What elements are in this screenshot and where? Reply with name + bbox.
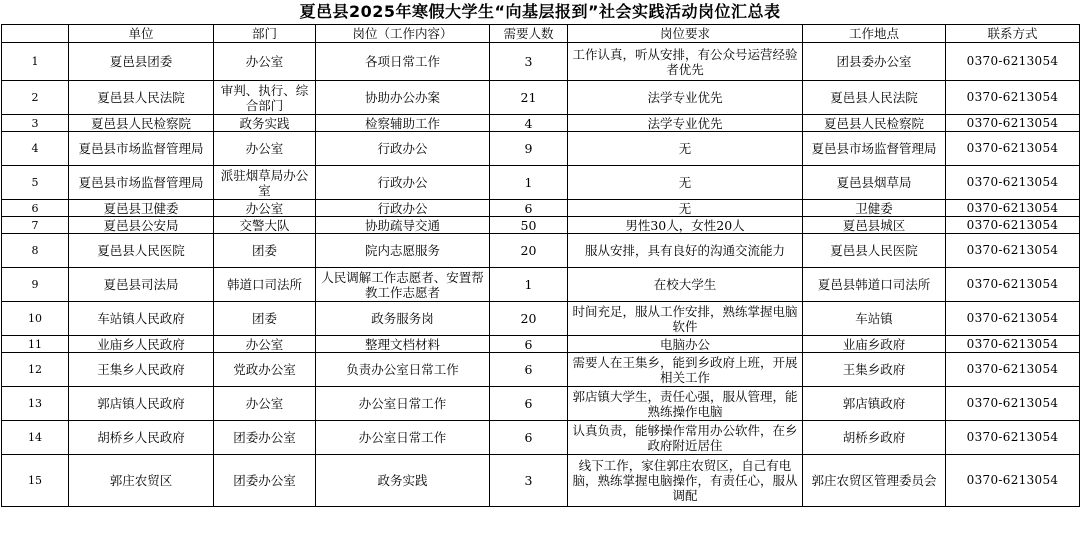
count-cell: 9 bbox=[490, 132, 568, 166]
requirements-cell: 无 bbox=[568, 166, 803, 200]
department-cell: 派驻烟草局办公室 bbox=[214, 166, 316, 200]
requirements-cell: 法学专业优先 bbox=[568, 115, 803, 132]
count-cell: 4 bbox=[490, 115, 568, 132]
department-cell: 团委 bbox=[214, 234, 316, 268]
post-cell: 负责办公室日常工作 bbox=[316, 353, 490, 387]
count-cell: 6 bbox=[490, 200, 568, 217]
row-index: 2 bbox=[2, 81, 69, 115]
table-row bbox=[2, 200, 1080, 217]
requirements-cell: 无 bbox=[568, 200, 803, 217]
requirements-cell: 电脑办公 bbox=[568, 336, 803, 353]
post-cell: 行政办公 bbox=[316, 200, 490, 217]
count-cell: 1 bbox=[490, 268, 568, 302]
location-cell: 业庙乡政府 bbox=[803, 336, 946, 353]
unit-cell: 夏邑县市场监督管理局 bbox=[69, 166, 214, 200]
count-cell: 6 bbox=[490, 336, 568, 353]
location-cell: 夏邑县市场监督管理局 bbox=[803, 132, 946, 166]
requirements-cell: 郭店镇大学生，责任心强，服从管理，能熟练操作电脑 bbox=[568, 387, 803, 421]
department-cell: 韩道口司法所 bbox=[214, 268, 316, 302]
table-row bbox=[2, 115, 1080, 132]
count-cell: 3 bbox=[490, 43, 568, 81]
unit-cell: 郭庄农贸区 bbox=[69, 455, 214, 507]
department-cell: 办公室 bbox=[214, 200, 316, 217]
unit-cell: 王集乡人民政府 bbox=[69, 353, 214, 387]
unit-cell: 郭店镇人民政府 bbox=[69, 387, 214, 421]
department-cell: 办公室 bbox=[214, 336, 316, 353]
header-index bbox=[2, 25, 69, 43]
count-cell: 20 bbox=[490, 234, 568, 268]
location-cell: 车站镇 bbox=[803, 302, 946, 336]
row-index: 4 bbox=[2, 132, 69, 166]
table-row bbox=[2, 43, 1080, 81]
header-unit: 单位 bbox=[69, 25, 214, 43]
requirements-cell: 男性30人，女性20人 bbox=[568, 217, 803, 234]
unit-cell: 夏邑县人民医院 bbox=[69, 234, 214, 268]
contact-cell: 0370-6213054 bbox=[946, 200, 1080, 217]
location-cell: 团县委办公室 bbox=[803, 43, 946, 81]
department-cell: 政务实践 bbox=[214, 115, 316, 132]
department-cell: 办公室 bbox=[214, 387, 316, 421]
count-cell: 21 bbox=[490, 81, 568, 115]
header-contact: 联系方式 bbox=[946, 25, 1080, 43]
contact-cell: 0370-6213054 bbox=[946, 81, 1080, 115]
post-cell: 协助办公办案 bbox=[316, 81, 490, 115]
post-cell: 整理文档材料 bbox=[316, 336, 490, 353]
requirements-cell: 服从安排，具有良好的沟通交流能力 bbox=[568, 234, 803, 268]
department-cell: 团委 bbox=[214, 302, 316, 336]
page-title: 夏邑县2025年寒假大学生“向基层报到”社会实践活动岗位汇总表 bbox=[299, 2, 781, 21]
count-cell: 6 bbox=[490, 387, 568, 421]
row-index: 8 bbox=[2, 234, 69, 268]
post-cell: 协助疏导交通 bbox=[316, 217, 490, 234]
row-index: 1 bbox=[2, 43, 69, 81]
count-cell: 6 bbox=[490, 353, 568, 387]
unit-cell: 业庙乡人民政府 bbox=[69, 336, 214, 353]
post-cell: 办公室日常工作 bbox=[316, 387, 490, 421]
count-cell: 3 bbox=[490, 455, 568, 507]
location-cell: 卫健委 bbox=[803, 200, 946, 217]
header-location: 工作地点 bbox=[803, 25, 946, 43]
requirements-cell: 时间充足，服从工作安排，熟练掌握电脑软件 bbox=[568, 302, 803, 336]
contact-cell: 0370-6213054 bbox=[946, 336, 1080, 353]
post-cell: 院内志愿服务 bbox=[316, 234, 490, 268]
row-index: 11 bbox=[2, 336, 69, 353]
unit-cell: 夏邑县人民检察院 bbox=[69, 115, 214, 132]
requirements-cell: 无 bbox=[568, 132, 803, 166]
location-cell: 夏邑县烟草局 bbox=[803, 166, 946, 200]
table-row bbox=[2, 387, 1080, 421]
unit-cell: 夏邑县人民法院 bbox=[69, 81, 214, 115]
row-index: 5 bbox=[2, 166, 69, 200]
contact-cell: 0370-6213054 bbox=[946, 217, 1080, 234]
department-cell: 团委办公室 bbox=[214, 455, 316, 507]
location-cell: 夏邑县韩道口司法所 bbox=[803, 268, 946, 302]
requirements-cell: 认真负责，能够操作常用办公软件，在乡政府附近居住 bbox=[568, 421, 803, 455]
post-cell: 各项日常工作 bbox=[316, 43, 490, 81]
contact-cell: 0370-6213054 bbox=[946, 387, 1080, 421]
contact-cell: 0370-6213054 bbox=[946, 43, 1080, 81]
unit-cell: 夏邑县卫健委 bbox=[69, 200, 214, 217]
unit-cell: 夏邑县司法局 bbox=[69, 268, 214, 302]
row-index: 13 bbox=[2, 387, 69, 421]
contact-cell: 0370-6213054 bbox=[946, 268, 1080, 302]
count-cell: 6 bbox=[490, 421, 568, 455]
contact-cell: 0370-6213054 bbox=[946, 302, 1080, 336]
location-cell: 郭庄农贸区管理委员会 bbox=[803, 455, 946, 507]
post-cell: 人民调解工作志愿者、安置帮教工作志愿者 bbox=[316, 268, 490, 302]
table-row bbox=[2, 421, 1080, 455]
post-cell: 行政办公 bbox=[316, 132, 490, 166]
contact-cell: 0370-6213054 bbox=[946, 234, 1080, 268]
contact-cell: 0370-6213054 bbox=[946, 353, 1080, 387]
contact-cell: 0370-6213054 bbox=[946, 455, 1080, 507]
row-index: 7 bbox=[2, 217, 69, 234]
table-row bbox=[2, 81, 1080, 115]
location-cell: 夏邑县人民检察院 bbox=[803, 115, 946, 132]
table-row bbox=[2, 166, 1080, 200]
table-body bbox=[2, 43, 1080, 507]
table-row bbox=[2, 132, 1080, 166]
table-row bbox=[2, 302, 1080, 336]
post-cell: 政务服务岗 bbox=[316, 302, 490, 336]
department-cell: 党政办公室 bbox=[214, 353, 316, 387]
table-row bbox=[2, 455, 1080, 507]
header-row bbox=[2, 25, 1080, 43]
header-requirements: 岗位要求 bbox=[568, 25, 803, 43]
contact-cell: 0370-6213054 bbox=[946, 132, 1080, 166]
row-index: 9 bbox=[2, 268, 69, 302]
unit-cell: 车站镇人民政府 bbox=[69, 302, 214, 336]
unit-cell: 夏邑县公安局 bbox=[69, 217, 214, 234]
table-row bbox=[2, 336, 1080, 353]
requirements-cell: 需要人在王集乡，能到乡政府上班，开展相关工作 bbox=[568, 353, 803, 387]
table-row bbox=[2, 353, 1080, 387]
unit-cell: 胡桥乡人民政府 bbox=[69, 421, 214, 455]
header-count: 需要人数 bbox=[490, 25, 568, 43]
department-cell: 办公室 bbox=[214, 132, 316, 166]
location-cell: 夏邑县人民法院 bbox=[803, 81, 946, 115]
contact-cell: 0370-6213054 bbox=[946, 421, 1080, 455]
requirements-cell: 在校大学生 bbox=[568, 268, 803, 302]
post-cell: 政务实践 bbox=[316, 455, 490, 507]
unit-cell: 夏邑县团委 bbox=[69, 43, 214, 81]
department-cell: 审判、执行、综合部门 bbox=[214, 81, 316, 115]
department-cell: 团委办公室 bbox=[214, 421, 316, 455]
location-cell: 胡桥乡政府 bbox=[803, 421, 946, 455]
row-index: 12 bbox=[2, 353, 69, 387]
table-row bbox=[2, 234, 1080, 268]
header-department: 部门 bbox=[214, 25, 316, 43]
unit-cell: 夏邑县市场监督管理局 bbox=[69, 132, 214, 166]
row-index: 15 bbox=[2, 455, 69, 507]
row-index: 14 bbox=[2, 421, 69, 455]
location-cell: 王集乡政府 bbox=[803, 353, 946, 387]
count-cell: 20 bbox=[490, 302, 568, 336]
location-cell: 夏邑县人民医院 bbox=[803, 234, 946, 268]
count-cell: 50 bbox=[490, 217, 568, 234]
location-cell: 夏邑县城区 bbox=[803, 217, 946, 234]
table-row bbox=[2, 217, 1080, 234]
department-cell: 交警大队 bbox=[214, 217, 316, 234]
row-index: 6 bbox=[2, 200, 69, 217]
positions-table bbox=[1, 24, 1080, 507]
contact-cell: 0370-6213054 bbox=[946, 166, 1080, 200]
location-cell: 郭店镇政府 bbox=[803, 387, 946, 421]
row-index: 3 bbox=[2, 115, 69, 132]
department-cell: 办公室 bbox=[214, 43, 316, 81]
post-cell: 行政办公 bbox=[316, 166, 490, 200]
contact-cell: 0370-6213054 bbox=[946, 115, 1080, 132]
header-post: 岗位（工作内容） bbox=[316, 25, 490, 43]
requirements-cell: 法学专业优先 bbox=[568, 81, 803, 115]
post-cell: 检察辅助工作 bbox=[316, 115, 490, 132]
table-row bbox=[2, 268, 1080, 302]
count-cell: 1 bbox=[490, 166, 568, 200]
post-cell: 办公室日常工作 bbox=[316, 421, 490, 455]
row-index: 10 bbox=[2, 302, 69, 336]
requirements-cell: 工作认真，听从安排，有公众号运营经验者优先 bbox=[568, 43, 803, 81]
requirements-cell: 线下工作，家住郭庄农贸区，自己有电脑，熟练掌握电脑操作，有责任心，服从调配 bbox=[568, 455, 803, 507]
